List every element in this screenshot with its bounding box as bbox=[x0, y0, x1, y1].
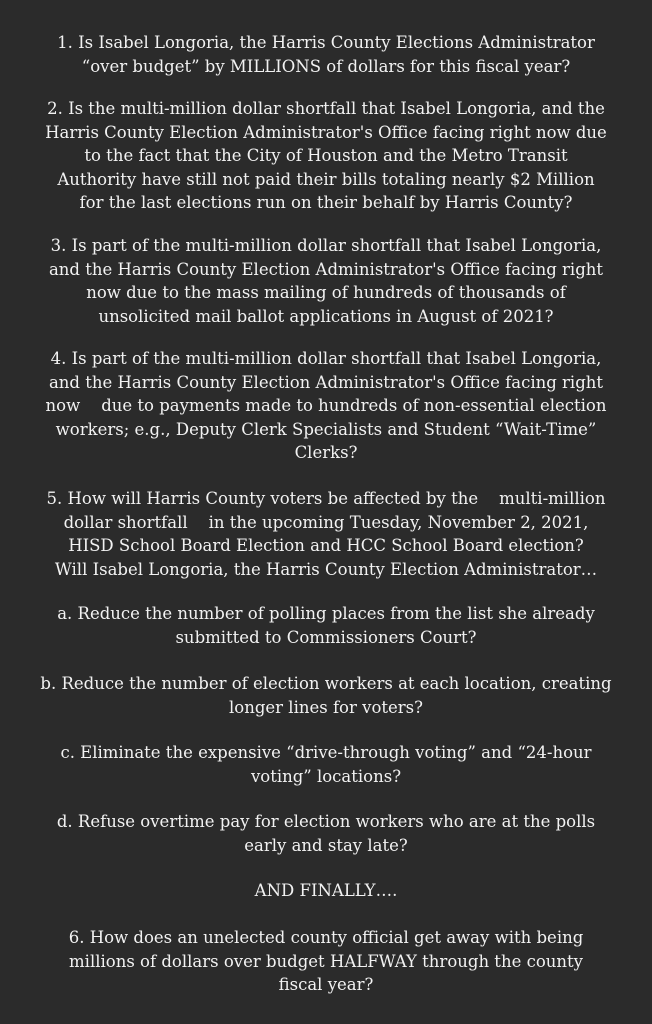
question-5-line: HISD School Board Election and HCC School Board election? bbox=[68, 536, 584, 555]
question-4-line: 4. Is part of the multi-million dollar shortfall that Isabel Longoria, bbox=[50, 349, 602, 368]
sub-question-b-line: longer lines for voters? bbox=[229, 697, 423, 717]
question-4-line: Clerks? bbox=[294, 443, 358, 462]
question-2-line: for the last elections run on their behalf by Harris County? bbox=[79, 193, 573, 212]
question-6 bbox=[30, 926, 622, 997]
question-6-line: fiscal year? bbox=[278, 975, 374, 994]
sub-question-a-line: submitted to Commissioners Court? bbox=[175, 627, 477, 647]
question-3 bbox=[30, 234, 622, 328]
question-2-line: Harris County Election Administrator's Office facing right now due bbox=[45, 122, 607, 142]
question-2-line: to the fact that the City of Houston and the Metro Transit bbox=[84, 146, 568, 165]
question-5-line: dollar shortfall in the upcoming Tuesday, November 2, 2021, bbox=[63, 512, 589, 532]
sub-question-a bbox=[30, 602, 622, 649]
question-4 bbox=[30, 347, 622, 465]
and-finally-text: AND FINALLY…. bbox=[254, 881, 398, 900]
question-6-line: 6. How does an unelected county official get away with being bbox=[68, 928, 584, 947]
question-5-line: Will Isabel Longoria, the Harris County Election Administrator… bbox=[54, 559, 598, 579]
question-3-line: unsolicited mail ballot applications in August of 2021? bbox=[98, 306, 554, 326]
question-5 bbox=[30, 487, 622, 581]
sub-question-d bbox=[30, 810, 622, 857]
question-2-line: Authority have still not paid their bills totaling nearly $2 Million bbox=[57, 169, 595, 189]
sub-question-c-line: voting” locations? bbox=[250, 766, 402, 786]
question-3-line: now due to the mass mailing of hundreds of thousands of bbox=[86, 283, 566, 302]
question-4-line: and the Harris County Election Administrator's Office facing right bbox=[48, 372, 604, 392]
question-4-line: workers; e.g., Deputy Clerk Specialists and Student “Wait-Time” bbox=[55, 419, 597, 439]
question-5-line: 5. How will Harris County voters be affected by the multi-million bbox=[46, 489, 606, 508]
question-2-line: 2. Is the multi-million dollar shortfall that Isabel Longoria, and the bbox=[47, 99, 605, 118]
question-3-line: and the Harris County Election Administrator's Office facing right bbox=[48, 259, 604, 279]
sub-question-b bbox=[30, 672, 622, 719]
question-6-line: millions of dollars over budget HALFWAY through the county bbox=[69, 951, 583, 971]
sub-question-a-line: a. Reduce the number of polling places from the list she already bbox=[57, 604, 595, 623]
question-1-line: “over budget” by MILLIONS of dollars for this fiscal year? bbox=[81, 56, 571, 76]
sub-question-b-line: b. Reduce the number of election workers at each location, creating bbox=[40, 674, 612, 693]
question-2 bbox=[30, 97, 622, 215]
sub-question-c-line: c. Eliminate the expensive “drive-through voting” and “24-hour bbox=[60, 743, 592, 762]
question-4-line: now due to payments made to hundreds of non-essential election bbox=[45, 396, 607, 415]
sub-question-d-line: early and stay late? bbox=[244, 835, 408, 855]
sub-question-c bbox=[30, 741, 622, 788]
question-3-line: 3. Is part of the multi-million dollar shortfall that Isabel Longoria, bbox=[50, 236, 602, 255]
sub-question-d-line: d. Refuse overtime pay for election workers who are at the polls bbox=[56, 812, 596, 831]
question-1 bbox=[30, 31, 622, 78]
and-finally-heading bbox=[30, 879, 622, 903]
question-1-line: 1. Is Isabel Longoria, the Harris County Elections Administrator bbox=[57, 33, 595, 52]
